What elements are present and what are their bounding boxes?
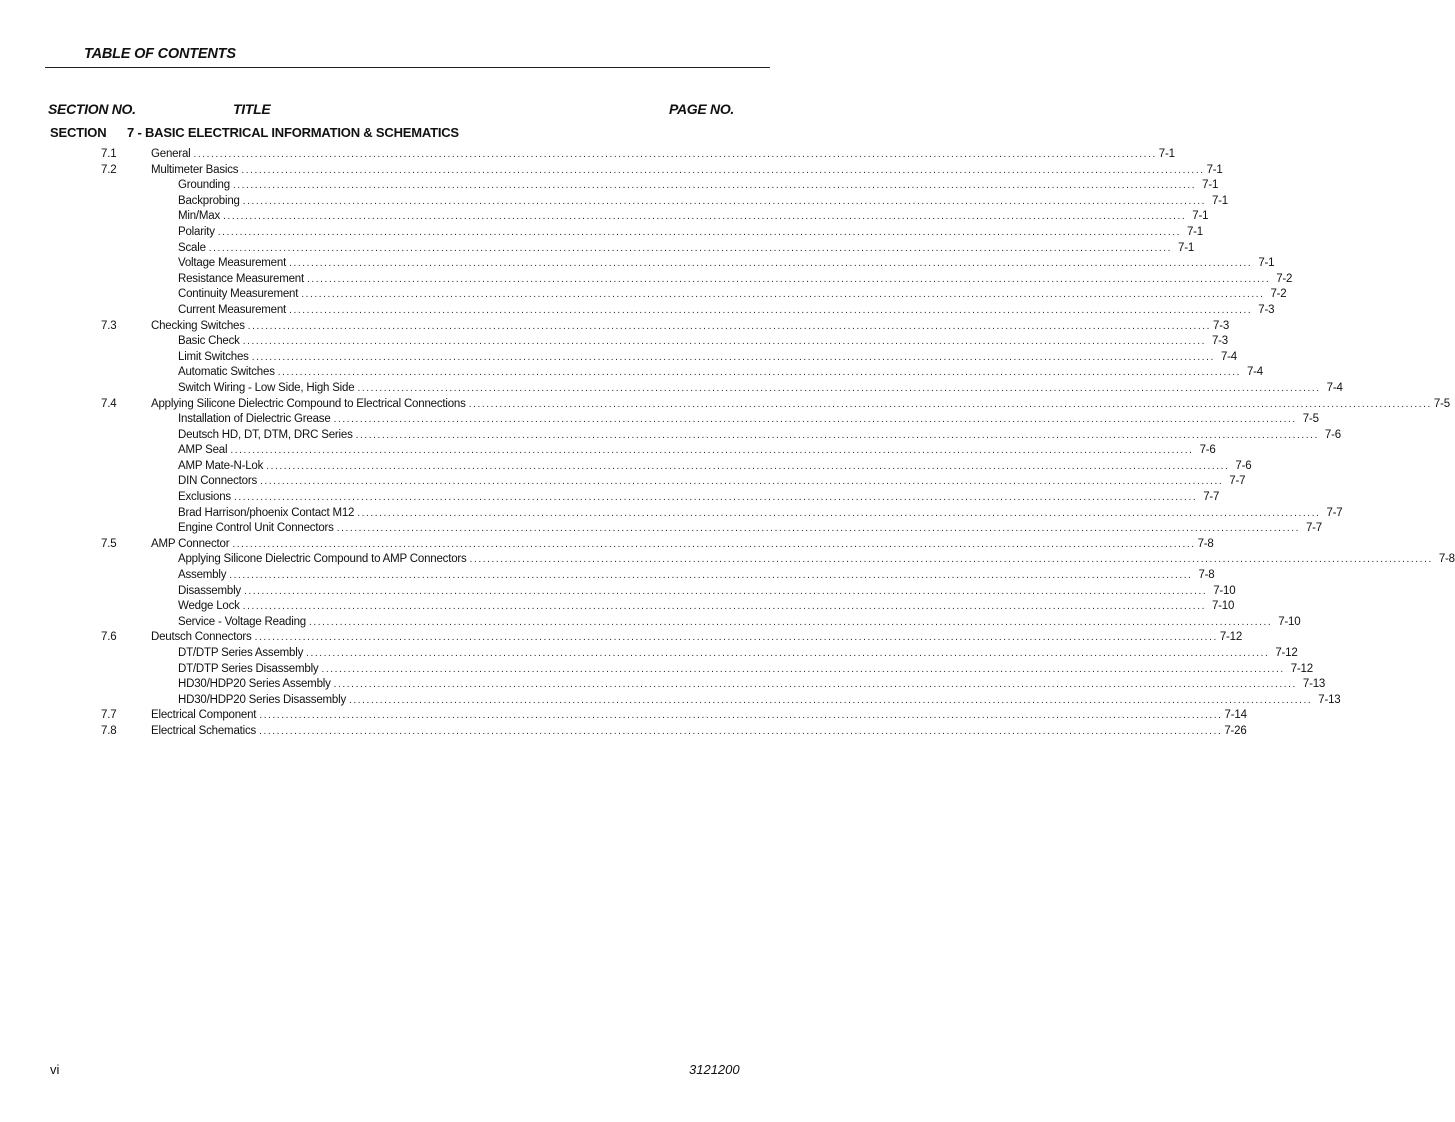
toc-entry[interactable] (0, 365, 1264, 381)
toc-entry-line (178, 194, 1228, 210)
dot-leader: ............................................................................................................................................................................................................................ (277, 367, 1241, 379)
column-heading-section-no: SECTION NO. (48, 101, 136, 117)
toc-entry[interactable] (0, 225, 1204, 241)
toc-entry-page: 7-1 (1258, 257, 1275, 270)
toc-entry[interactable] (0, 334, 1228, 350)
toc-entry[interactable] (0, 287, 1287, 303)
toc-entry-page: 7-14 (1224, 709, 1247, 722)
toc-entry-page: 7-6 (1324, 428, 1341, 441)
toc-entry-line (178, 381, 1343, 397)
dot-leader: ............................................................................................................................................................................................................................ (251, 351, 1215, 363)
toc-entry-label: Continuity Measurement (178, 288, 299, 301)
dot-leader: ............................................................................................................................................................................................................................ (232, 538, 1196, 550)
toc-entry-line (178, 599, 1235, 615)
dot-leader: ............................................................................................................................................................................................................................ (208, 242, 1173, 254)
toc-entry-page: 7-1 (1178, 241, 1195, 254)
toc-entry-label: DIN Connectors (178, 475, 258, 488)
toc-entry-line (178, 474, 1246, 490)
toc-entry-label: DT/DTP Series Disassembly (178, 662, 319, 675)
toc-entry-number: 7.8 (101, 724, 117, 737)
toc-entry-label: Deutsch HD, DT, DTM, DRC Series (178, 428, 353, 441)
toc-entry-label: Grounding (178, 179, 230, 192)
toc-entry-line (178, 490, 1220, 506)
toc-entry-line (178, 568, 1215, 584)
toc-entry-label: Backprobing (178, 194, 240, 207)
header-title: TABLE OF CONTENTS (84, 46, 236, 62)
toc-entry-line (178, 552, 1455, 568)
toc-entry-line (151, 147, 1175, 163)
toc-entry-page: 7-12 (1290, 662, 1313, 675)
toc-entry-line (151, 319, 1230, 335)
dot-leader: ............................................................................................................................................................................................................................ (243, 585, 1208, 597)
toc-entry-line (178, 178, 1219, 194)
toc-entry-page: 7-12 (1219, 631, 1243, 644)
toc-entry[interactable] (0, 350, 1237, 366)
dot-leader: ............................................................................................................................................................................................................................ (242, 336, 1206, 348)
toc-entry-page: 7-7 (1203, 491, 1220, 504)
dot-leader: ............................................................................................................................................................................................................................ (247, 320, 1211, 332)
toc-entry-label: AMP Seal (178, 444, 228, 457)
toc-entry-number: 7.6 (101, 631, 117, 644)
toc-entry-page: 7-1 (1158, 148, 1175, 160)
column-heading-page-no: PAGE NO. (669, 101, 735, 117)
toc-entry-label: Exclusions (178, 491, 231, 504)
toc-entry-line (178, 521, 1322, 537)
toc-entry[interactable] (0, 303, 1275, 319)
dot-leader: ............................................................................................................................................................................................................................ (333, 679, 1297, 691)
dot-leader: ............................................................................................................................................................................................................................ (301, 289, 1265, 301)
toc-entry-page: 7-10 (1213, 584, 1236, 597)
dot-leader: ............................................................................................................................................................................................................................ (229, 570, 1193, 582)
toc-entry[interactable] (0, 615, 1301, 631)
dot-leader: ............................................................................................................................................................................................................................ (233, 492, 1198, 504)
toc-entry[interactable] (0, 552, 1455, 568)
toc-list (0, 147, 1455, 740)
toc-entry-label: Electrical Component (151, 709, 257, 722)
toc-entry-label: Electrical Schematics (151, 724, 257, 737)
toc-entry-page: 7-1 (1186, 225, 1204, 238)
toc-entry-label: Brad Harrison/phoenix Contact M12 (178, 506, 355, 519)
dot-leader: ............................................................................................................................................................................................................................ (308, 616, 1273, 628)
toc-entry[interactable] (0, 194, 1228, 210)
toc-entry-page: 7-12 (1275, 647, 1298, 659)
toc-entry-line (178, 428, 1341, 444)
toc-entry-page: 7-10 (1278, 615, 1301, 628)
dot-leader: ............................................................................................................................................................................................................................ (232, 180, 1197, 192)
toc-entry-number: 7.1 (101, 148, 117, 160)
toc-entry-label: Switch Wiring - Low Side, High Side (178, 381, 355, 394)
toc-entry-number: 7.7 (101, 709, 117, 722)
toc-entry-page: 7-8 (1438, 553, 1455, 566)
toc-entry-label: Engine Control Unit Connectors (178, 522, 334, 535)
toc-entry[interactable] (0, 428, 1341, 444)
toc-entry[interactable] (0, 662, 1313, 678)
toc-entry-line (178, 506, 1343, 522)
toc-entry-line (178, 443, 1216, 459)
dot-leader: ............................................................................................................................................................................................................................ (468, 398, 1432, 410)
dot-leader: ............................................................................................................................................................................................................................ (266, 460, 1230, 472)
toc-entry-page: 7-4 (1246, 366, 1264, 379)
toc-entry-page: 7-7 (1229, 475, 1246, 488)
toc-entry-label: HD30/HDP20 Series Disassembly (178, 693, 347, 706)
toc-entry-label: Scale (178, 241, 206, 254)
header-rule (45, 67, 770, 68)
dot-leader: ............................................................................................................................................................................................................................ (242, 195, 1206, 207)
toc-entry-page: 7-26 (1224, 724, 1247, 737)
toc-entry-label: HD30/HDP20 Series Assembly (178, 678, 331, 691)
toc-entry-page: 7-5 (1433, 397, 1450, 410)
toc-entry[interactable] (0, 490, 1220, 506)
toc-entry-page: 7-7 (1305, 522, 1322, 535)
dot-leader: ............................................................................................................................................................................................................................ (336, 523, 1300, 535)
toc-entry-line (178, 225, 1204, 241)
toc-entry[interactable] (0, 412, 1319, 428)
toc-entry[interactable] (0, 256, 1275, 272)
dot-leader: ............................................................................................................................................................................................................................ (242, 601, 1206, 613)
dot-leader: ............................................................................................................................................................................................................................ (254, 632, 1218, 644)
toc-entry-line (178, 584, 1236, 600)
toc-entry-label: Limit Switches (178, 350, 249, 363)
dot-leader: ............................................................................................................................................................................................................................ (469, 554, 1433, 566)
dot-leader: ............................................................................................................................................................................................................................ (259, 725, 1223, 737)
toc-entry[interactable] (0, 708, 1247, 724)
toc-entry-page: 7-2 (1276, 272, 1293, 285)
toc-entry[interactable] (0, 319, 1230, 335)
toc-entry-page: 7-6 (1235, 459, 1252, 472)
dot-leader: ............................................................................................................................................................................................................................ (349, 694, 1313, 706)
toc-entry-page: 7-8 (1197, 537, 1214, 550)
toc-entry[interactable] (0, 646, 1298, 662)
toc-entry-page: 7-1 (1192, 210, 1209, 223)
toc-entry[interactable] (0, 599, 1235, 615)
toc-entry-label: DT/DTP Series Assembly (178, 647, 304, 659)
toc-entry-line (178, 241, 1195, 257)
toc-entry-page: 7-5 (1302, 413, 1319, 426)
toc-entry-line (178, 459, 1252, 475)
toc-entry-label: Basic Check (178, 335, 240, 348)
section-label: SECTION (50, 125, 107, 140)
toc-entry[interactable] (0, 272, 1293, 288)
dot-leader: ............................................................................................................................................................................................................................ (333, 414, 1297, 426)
toc-entry-line (178, 272, 1293, 288)
dot-leader: ............................................................................................................................................................................................................................ (259, 710, 1223, 722)
dot-leader: ............................................................................................................................................................................................................................ (306, 648, 1270, 659)
footer-doc-number: 3121200 (689, 1062, 740, 1077)
toc-entry-label: Multimeter Basics (151, 163, 239, 176)
toc-entry-line (178, 662, 1313, 678)
toc-entry-page: 7-8 (1198, 569, 1215, 582)
column-heading-title: TITLE (233, 101, 271, 117)
toc-entry-line (178, 334, 1228, 350)
toc-entry-label: Current Measurement (178, 303, 287, 316)
toc-entry[interactable] (0, 163, 1223, 179)
toc-entry-page: 7-13 (1318, 693, 1341, 706)
toc-entry-page: 7-13 (1302, 678, 1326, 691)
toc-entry-page: 7-6 (1199, 444, 1216, 457)
toc-entry[interactable] (0, 724, 1247, 740)
toc-entry-label: Applying Silicone Dielectric Compound to AMP Connectors (178, 553, 467, 566)
toc-entry[interactable] (0, 178, 1219, 194)
dot-leader: ............................................................................................................................................................................................................................ (193, 149, 1157, 160)
toc-entry-label: Voltage Measurement (178, 257, 287, 270)
toc-entry-label: AMP Connector (151, 537, 230, 550)
toc-entry[interactable] (0, 459, 1252, 475)
dot-leader: ............................................................................................................................................................................................................................ (289, 304, 1253, 316)
toc-entry-page: 7-4 (1326, 381, 1343, 394)
toc-entry-line (151, 630, 1243, 646)
toc-entry-line (151, 163, 1223, 179)
toc-entry[interactable] (0, 474, 1246, 490)
toc-entry-label: General (151, 148, 191, 160)
toc-entry-line (178, 677, 1326, 693)
toc-entry-label: Checking Switches (151, 319, 245, 332)
toc-entry-label: Installation of Dielectric Grease (178, 413, 331, 426)
footer-page-number: vi (50, 1062, 60, 1077)
toc-entry-number: 7.5 (101, 537, 117, 550)
toc-entry[interactable] (0, 584, 1236, 600)
toc-entry-number: 7.2 (101, 163, 117, 176)
dot-leader: ............................................................................................................................................................................................................................ (230, 445, 1194, 457)
toc-entry-page: 7-1 (1202, 179, 1219, 192)
toc-entry[interactable] (0, 677, 1326, 693)
toc-entry-label: Automatic Switches (178, 366, 275, 379)
dot-leader: ............................................................................................................................................................................................................................ (223, 211, 1187, 223)
toc-entry[interactable] (0, 693, 1341, 709)
dot-leader: ............................................................................................................................................................................................................................ (357, 507, 1321, 519)
toc-entry-label: Deutsch Connectors (151, 631, 252, 644)
toc-entry[interactable] (0, 506, 1343, 522)
toc-entry[interactable] (0, 521, 1322, 537)
toc-entry-page: 7-4 (1220, 350, 1237, 363)
toc-entry-label: Resistance Measurement (178, 272, 304, 285)
toc-entry-label: AMP Mate-N-Lok (178, 459, 264, 472)
toc-entry-label: Min/Max (178, 210, 221, 223)
toc-entry-label: Service - Voltage Reading (178, 615, 306, 628)
toc-entry[interactable] (0, 397, 1450, 413)
toc-entry-line (178, 209, 1209, 225)
toc-entry[interactable] (0, 381, 1343, 397)
dot-leader: ............................................................................................................................................................................................................................ (357, 382, 1321, 394)
dot-leader: ............................................................................................................................................................................................................................ (241, 164, 1205, 176)
toc-entry-page: 7-7 (1326, 506, 1343, 519)
toc-entry[interactable] (0, 568, 1215, 584)
toc-entry-page: 7-3 (1211, 335, 1228, 348)
toc-entry[interactable] (0, 630, 1243, 646)
toc-entry-label: Assembly (178, 569, 227, 582)
toc-entry-page: 7-1 (1206, 163, 1223, 176)
dot-leader: ............................................................................................................................................................................................................................ (289, 258, 1253, 270)
toc-entry-line (151, 397, 1450, 413)
section-title: 7 - BASIC ELECTRICAL INFORMATION & SCHEMATICS (127, 125, 459, 140)
toc-entry[interactable] (0, 147, 1175, 163)
toc-entry-line (178, 303, 1275, 319)
toc-entry[interactable] (0, 209, 1209, 225)
toc-entry-page: 7-3 (1258, 303, 1275, 316)
toc-entry[interactable] (0, 241, 1195, 257)
toc-entry-page: 7-3 (1213, 319, 1230, 332)
toc-entry-line (178, 615, 1301, 631)
toc-entry-line (178, 412, 1319, 428)
toc-entry-line (178, 350, 1237, 366)
toc-entry-line (178, 646, 1298, 662)
toc-entry-line (151, 537, 1214, 553)
toc-entry[interactable] (0, 443, 1216, 459)
toc-entry[interactable] (0, 537, 1214, 553)
dot-leader: ............................................................................................................................................................................................................................ (217, 226, 1181, 238)
toc-entry-line (151, 724, 1247, 740)
toc-entry-line (178, 693, 1341, 709)
toc-entry-line (178, 256, 1275, 272)
toc-entry-line (151, 708, 1247, 724)
toc-entry-page: 7-2 (1270, 288, 1287, 301)
toc-entry-page: 7-1 (1211, 194, 1228, 207)
toc-entry-label: Wedge Lock (178, 600, 240, 613)
toc-entry-number: 7.3 (101, 319, 117, 332)
toc-entry-line (178, 287, 1287, 303)
dot-leader: ............................................................................................................................................................................................................................ (307, 273, 1271, 285)
toc-entry-label: Polarity (178, 225, 215, 238)
dot-leader: ............................................................................................................................................................................................................................ (355, 429, 1319, 441)
toc-entry-number: 7.4 (101, 397, 117, 410)
dot-leader: ............................................................................................................................................................................................................................ (260, 476, 1224, 488)
toc-entry-page: 7-10 (1211, 600, 1235, 613)
toc-entry-label: Applying Silicone Dielectric Compound to Electrical Connections (151, 397, 466, 410)
toc-entry-label: Disassembly (178, 584, 241, 597)
dot-leader: ............................................................................................................................................................................................................................ (321, 663, 1285, 675)
toc-entry-line (178, 365, 1264, 381)
